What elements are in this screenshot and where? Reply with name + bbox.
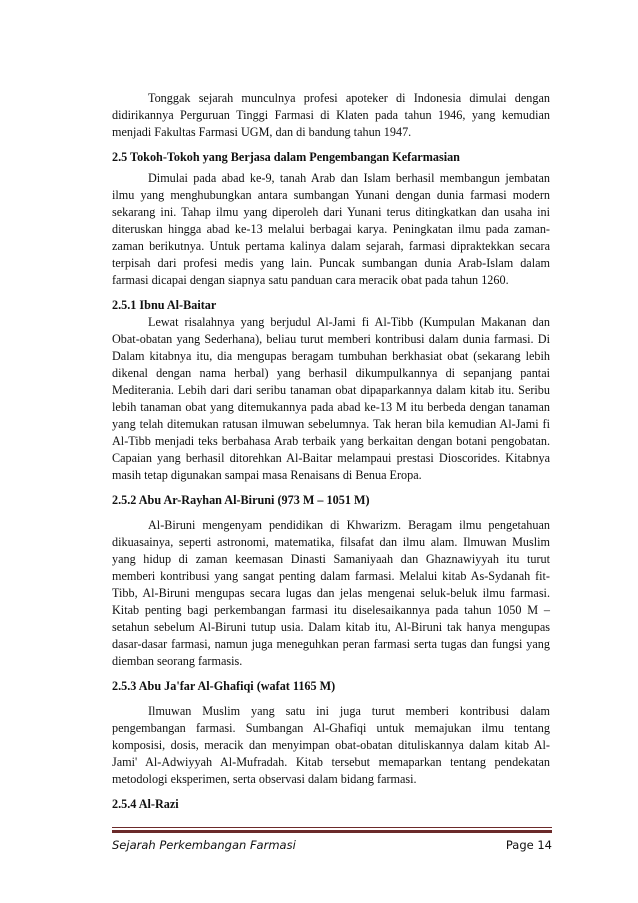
section-heading-2-5-1: 2.5.1 Ibnu Al-Baitar	[112, 298, 217, 312]
section-heading-2-5-3: 2.5.3 Abu Ja'far Al-Ghafiqi (wafat 1165 M)	[112, 679, 336, 693]
section-2-5-3-paragraph: Ilmuwan Muslim yang satu ini juga turut memberi kontribusi dalam pengembangan farmasi. Sumbangan Al-Ghafiqi untuk memajukan ilmu tentang komposisi, dosis, meracik dan menyimpan obat-obatan dituliskannya dalam kitab Al-Jami' Al-Adwiyyah Al-Mufradah. Kitab tersebut memaparkan tentang pendekatan metodologi eksperimen, serta observasi dalam bidang farmasi.	[112, 704, 550, 786]
section-2-5-1-paragraph: Lewat risalahnya yang berjudul Al-Jami fi Al-Tibb (Kumpulan Makanan dan Obat-obatan yang Sederhana), beliau turut memberi kontribusi dalam dunia farmasi. Di Dalam kitabnya itu, dia mengupas beragam tumbuhan berkhasiat obat (sekarang lebih dikenal dengan nama herbal) yang berhasil dikumpulkannya di sepanjang pantai Mediterania. Lebih dari dari seribu tanaman obat dipaparkannya dalam kitab itu. Seribu lebih tanaman obat yang ditemukannya pada abad ke-13 M itu berbeda dengan tanaman yang telah ditemukan ratusan ilmuwan sebelumnya. Tak heran bila kemudian Al-Jami fi Al-Tibb menjadi teks berbahasa Arab terbaik yang berkaitan dengan botani pengobatan. Capaian yang berhasil ditorehkan Al-Baitar melampaui prestasi Dioscorides. Kitabnya masih tetap digunakan sampai masa Renaisans di Benua Eropa.	[112, 315, 550, 482]
footer-page-number: Page 14	[505, 838, 552, 852]
section-heading-2-5-4: 2.5.4 Al-Razi	[112, 797, 179, 811]
section-2-5-paragraph: Dimulai pada abad ke-9, tanah Arab dan Islam berhasil membangun jembatan ilmu yang menghubungkan antara sumbangan Yunani dengan dunia farmasi modern sekarang ini. Tahap ilmu yang diperoleh dari Yunani terus ditingkatkan dan usaha ini diteruskan hingga abad ke-13 melalui berbagai karya. Peningkatan ilmu pada zaman-zaman berikutnya. Untuk pertama kalinya dalam sejarah, farmasi dipraktekkan secara terpisah dari profesi medis yang lain. Puncak sumbangan dunia Arab-Islam dalam farmasi dicapai dengan siapnya satu panduan cara meracik obat pada tahun 1260.	[112, 171, 550, 287]
footer-divider-thin	[112, 827, 552, 828]
section-2-5-2-paragraph: Al-Biruni mengenyam pendidikan di Khwarizm. Beragam ilmu pengetahuan dikuasainya, seperti astronomi, matematika, filsafat dan ilmu alam. Ilmuwan Muslim yang hidup di zaman keemasan Dinasti Samaniyaah dan Ghaznawiyyah itu turut memberi kontribusi yang sangat penting dalam farmasi. Melalui kitab As-Sydanah fit-Tibb, Al-Biruni mengupas secara lugas dan jelas mengenai seluk-beluk ilmu farmasi. Kitab penting bagi perkembangan farmasi itu diselesaikannya pada tahun 1050 M – setahun sebelum Al-Biruni tutup usia. Dalam kitab itu, Al-Biruni tak hanya mengupas dasar-dasar farmasi, namun juga meneguhkan peran farmasi serta tugas dan fungsi yang diemban seorang farmasis.	[112, 518, 550, 668]
intro-paragraph: Tonggak sejarah munculnya profesi apoteker di Indonesia dimulai dengan didirikannya Perguruan Tinggi Farmasi di Klaten pada tahun 1946, yang kemudian menjadi Fakultas Farmasi UGM, dan di bandung tahun 1947.	[112, 91, 550, 139]
page-content	[112, 90, 550, 813]
footer-document-title: Sejarah Perkembangan Farmasi	[112, 838, 296, 852]
section-heading-2-5-2: 2.5.2 Abu Ar-Rayhan Al-Biruni (973 M – 1051 M)	[112, 493, 370, 507]
section-heading-2-5: 2.5 Tokoh-Tokoh yang Berjasa dalam Pengembangan Kefarmasian	[112, 150, 460, 164]
footer-divider-thick	[112, 830, 552, 833]
